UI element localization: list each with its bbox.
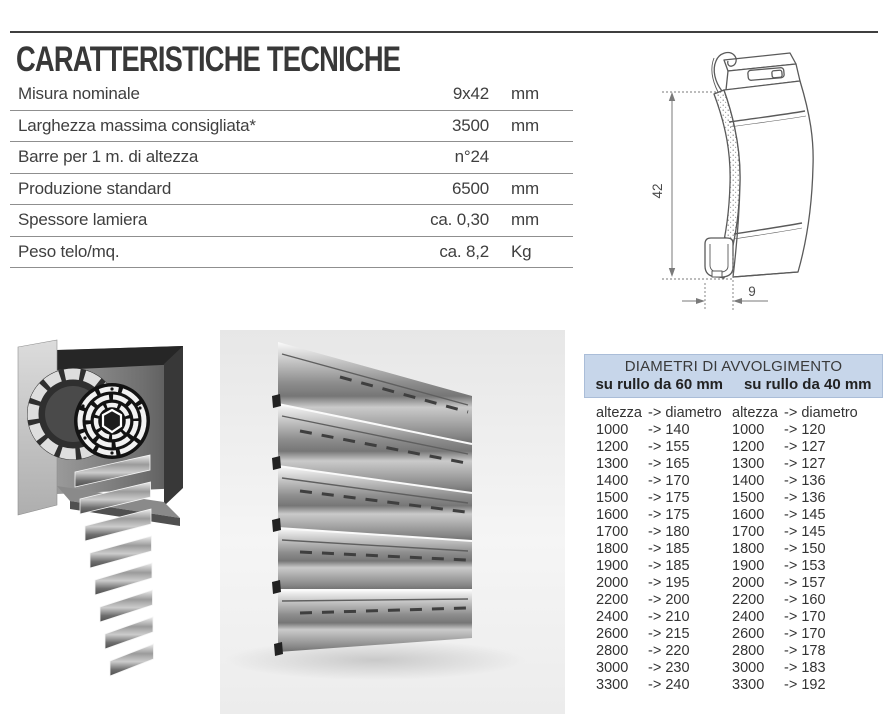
winding-diameter-60: -> 185 <box>648 558 690 574</box>
spec-row <box>10 142 573 174</box>
spec-label: Barre per 1 m. di altezza <box>18 147 199 167</box>
winding-height-60: 2600 <box>596 626 629 642</box>
winding-height-40: 1300 <box>732 456 765 472</box>
winding-diameter-40: -> 145 <box>784 524 826 540</box>
winding-height-40: 1400 <box>732 473 765 489</box>
spec-value: 9x42 <box>452 84 489 104</box>
spec-unit: Kg <box>511 241 532 261</box>
spec-unit: mm <box>511 115 539 135</box>
width-dimension-label: 9 <box>748 284 756 299</box>
spec-row <box>10 205 573 237</box>
column-header-roller-40: su rullo da 40 mm <box>743 376 872 393</box>
winding-height-40: 3300 <box>732 677 765 693</box>
winding-height-40: 1200 <box>732 439 765 455</box>
winding-diameter-60: -> 165 <box>648 456 690 472</box>
slat-panel <box>272 342 472 656</box>
height-dimension-label: 42 <box>650 183 665 199</box>
spec-label: Peso telo/mq. <box>18 241 120 261</box>
winding-height-40: 2000 <box>732 575 765 591</box>
winding-height-40: 2600 <box>732 626 765 642</box>
winding-diameter-40: -> 183 <box>784 660 826 676</box>
winding-diameter-40: -> 153 <box>784 558 826 574</box>
winding-subheader-diametro: -> diametro <box>784 405 858 421</box>
spec-label: Misura nominale <box>18 84 140 104</box>
winding-table-header <box>584 354 883 398</box>
winding-diameter-40: -> 150 <box>784 541 826 557</box>
winding-diameters-table <box>584 354 884 694</box>
winding-height-60: 1700 <box>596 524 629 540</box>
winding-diameter-60: -> 200 <box>648 592 690 608</box>
winding-height-40: 2800 <box>732 643 765 659</box>
winding-height-60: 2000 <box>596 575 629 591</box>
winding-diameter-40: -> 170 <box>784 626 826 642</box>
spec-value: ca. 0,30 <box>430 210 489 230</box>
column-header-roller-60: su rullo da 60 mm <box>595 376 724 393</box>
winding-height-40: 3000 <box>732 660 765 676</box>
winding-height-40: 1600 <box>732 507 765 523</box>
winding-height-60: 1600 <box>596 507 629 523</box>
winding-diameter-60: -> 155 <box>648 439 690 455</box>
winding-diameter-60: -> 215 <box>648 626 690 642</box>
spec-row <box>10 79 573 111</box>
winding-diameter-40: -> 160 <box>784 592 826 608</box>
winding-diameter-40: -> 192 <box>784 677 826 693</box>
winding-height-40: 2200 <box>732 592 765 608</box>
winding-height-60: 1500 <box>596 490 629 506</box>
winding-height-60: 3000 <box>596 660 629 676</box>
winding-height-40: 1900 <box>732 558 765 574</box>
winding-diameter-40: -> 120 <box>784 422 826 438</box>
spec-row <box>10 111 573 143</box>
winding-diameter-40: -> 136 <box>784 473 826 489</box>
spec-table <box>10 79 573 268</box>
winding-diameter-60: -> 230 <box>648 660 690 676</box>
floor-shadow <box>225 640 525 680</box>
spec-unit: mm <box>511 84 539 104</box>
spec-row <box>10 237 573 269</box>
spec-value: n°24 <box>454 147 489 167</box>
winding-diameter-40: -> 157 <box>784 575 826 591</box>
winding-diameter-60: -> 170 <box>648 473 690 489</box>
winding-diameter-60: -> 185 <box>648 541 690 557</box>
spec-value: 6500 <box>451 178 489 198</box>
spec-label: Produzione standard <box>18 178 172 198</box>
winding-table-title: DIAMETRI DI AVVOLGIMENTO <box>624 358 843 375</box>
winding-grid <box>596 404 884 694</box>
winding-diameter-60: -> 180 <box>648 524 690 540</box>
spec-value: 3500 <box>451 115 489 135</box>
winding-diameter-40: -> 136 <box>784 490 826 506</box>
winding-subheader-altezza: altezza <box>596 405 642 421</box>
winding-diameter-40: -> 127 <box>784 456 826 472</box>
winding-height-60: 2400 <box>596 609 629 625</box>
winding-diameter-60: -> 195 <box>648 575 690 591</box>
winding-height-60: 1900 <box>596 558 629 574</box>
page-title: CARATTERISTICHE TECNICHE <box>16 40 401 79</box>
winding-height-40: 1800 <box>732 541 765 557</box>
winding-diameter-60: -> 140 <box>648 422 690 438</box>
top-rule <box>10 31 878 33</box>
slat-profile-drawing <box>632 44 837 319</box>
winding-diameter-60: -> 220 <box>648 643 690 659</box>
winding-height-60: 2200 <box>596 592 629 608</box>
winding-height-60: 1200 <box>596 439 629 455</box>
winding-height-60: 1300 <box>596 456 629 472</box>
shutter-box-cutaway-render <box>8 338 200 688</box>
spec-unit: mm <box>511 178 539 198</box>
winding-diameter-60: -> 175 <box>648 490 690 506</box>
winding-height-60: 1400 <box>596 473 629 489</box>
spec-row <box>10 174 573 206</box>
winding-height-40: 1000 <box>732 422 765 438</box>
winding-height-40: 1700 <box>732 524 765 540</box>
winding-subheader-diametro: -> diametro <box>648 405 722 421</box>
winding-diameter-40: -> 178 <box>784 643 826 659</box>
spec-label: Larghezza massima consigliata* <box>18 115 256 135</box>
slat-profile-shape <box>705 53 813 278</box>
spec-label: Spessore lamiera <box>18 210 148 230</box>
winding-diameter-60: -> 175 <box>648 507 690 523</box>
slats-panel-render <box>220 330 565 714</box>
winding-height-60: 1800 <box>596 541 629 557</box>
winding-diameter-60: -> 240 <box>648 677 690 693</box>
winding-height-60: 2800 <box>596 643 629 659</box>
winding-diameter-40: -> 145 <box>784 507 826 523</box>
winding-diameter-60: -> 210 <box>648 609 690 625</box>
winding-diameter-40: -> 127 <box>784 439 826 455</box>
spec-value: ca. 8,2 <box>439 241 489 261</box>
spec-unit: mm <box>511 210 539 230</box>
winding-diameter-40: -> 170 <box>784 609 826 625</box>
winding-height-40: 2400 <box>732 609 765 625</box>
winding-height-60: 1000 <box>596 422 629 438</box>
winding-height-40: 1500 <box>732 490 765 506</box>
winding-height-60: 3300 <box>596 677 629 693</box>
winding-subheader-altezza: altezza <box>732 405 778 421</box>
